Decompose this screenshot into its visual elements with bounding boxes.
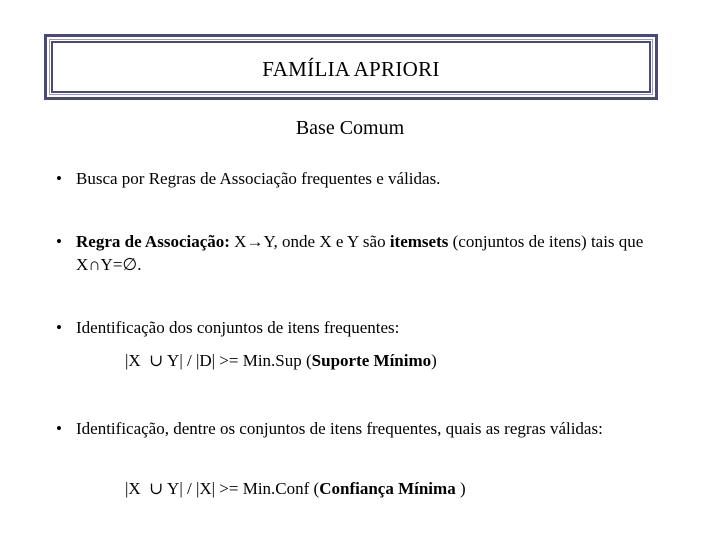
bullet-text: Busca por Regras de Associação frequentes e válidas.: [76, 169, 441, 188]
rule-expression: X→Y, onde X e Y são: [229, 232, 390, 251]
bullet-text: Identificação, dentre os conjuntos de itens frequentes, quais as regras válidas:: [76, 419, 603, 438]
bullet-text: Identificação dos conjuntos de itens frequentes:: [76, 318, 400, 337]
bullet-dot: •: [56, 419, 62, 438]
bullet-item-frequent-itemsets: [56, 316, 686, 339]
slide-subtitle: Base Comum: [295, 117, 405, 139]
rule-condition: (conjuntos de itens) tais que X∩Y=∅.: [76, 232, 644, 274]
title-box: [44, 34, 658, 100]
formula-close: ): [431, 351, 437, 370]
support-formula: [125, 351, 437, 371]
slide-title: FAMÍLIA APRIORI: [262, 57, 440, 81]
formula-expression: |X ∪ Y| / |X| >= Min.Conf (: [125, 479, 320, 498]
rule-label: Regra de Associação:: [76, 232, 230, 251]
confidence-formula: [125, 479, 466, 499]
bullet-text: [76, 230, 686, 276]
bullet-item-association-rule: [56, 230, 686, 276]
bullet-dot: •: [56, 232, 62, 251]
bullet-dot: •: [56, 169, 62, 188]
formula-term: Suporte Mínimo: [311, 351, 432, 370]
bullet-item-search: [56, 167, 686, 190]
bullet-item-valid-rules: [56, 417, 686, 440]
formula-close: ): [455, 479, 466, 498]
bullet-dot: •: [56, 318, 62, 337]
formula-expression: |X ∪ Y| / |D| >= Min.Sup (: [125, 351, 312, 370]
itemsets-term: itemsets: [389, 232, 449, 251]
formula-term: Confiança Mínima: [319, 479, 456, 498]
